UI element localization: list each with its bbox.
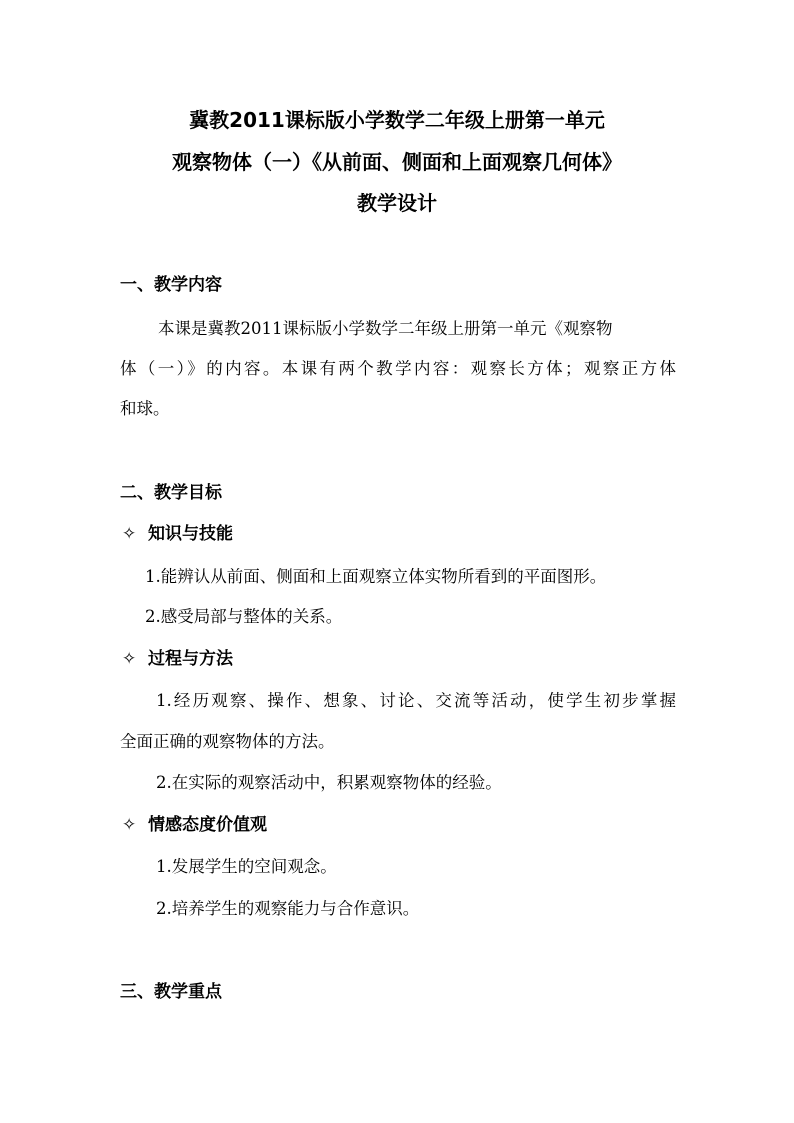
document-title-line-1: 冀教2011课标版小学数学二年级上册第一单元: [189, 108, 605, 132]
knowledge-item-1: 1.能辨认从前面、侧面和上面观察立体实物所看到的平面图形。: [145, 567, 607, 586]
process-item-2: 2.在实际的观察活动中，积累观察物体的经验。: [156, 773, 502, 792]
subheading-knowledge: [122, 523, 233, 545]
emotion-item-2: 2.培养学生的观察能力与合作意识。: [156, 899, 420, 918]
section-heading-content: 一、教学内容: [120, 275, 222, 295]
process-item-1-line-2: 全面正确的观察物体的方法。: [120, 732, 335, 751]
content-paragraph-line-1: 本课是冀教2011课标版小学数学二年级上册第一单元《观察物: [158, 319, 613, 338]
content-paragraph-line-3: 和球。: [120, 399, 170, 418]
emotion-item-1: 1.发展学生的空间观念。: [156, 857, 337, 876]
diamond-bullet-icon: ✧: [122, 524, 137, 544]
process-item-1-line-1: 1.经历观察、操作、想象、讨论、交流等活动，使学生初步掌握: [156, 691, 676, 710]
subheading-label: 知识与技能: [148, 524, 233, 544]
knowledge-item-2: 2.感受局部与整体的关系。: [145, 607, 343, 626]
subheading-emotion: [122, 814, 267, 836]
content-paragraph-line-2: 体（一）》的内容。本课有两个教学内容：观察长方体；观察正方体: [120, 359, 676, 378]
section-heading-keypoints: 三、教学重点: [120, 982, 222, 1002]
diamond-bullet-icon: ✧: [122, 649, 137, 669]
subheading-process: [122, 648, 233, 670]
document-title-line-3: 教学设计: [357, 191, 437, 215]
subheading-label: 情感态度价值观: [148, 815, 267, 835]
section-heading-goals: 二、教学目标: [120, 483, 222, 503]
subheading-label: 过程与方法: [148, 649, 233, 669]
document-title-line-2: 观察物体（一）《从前面、侧面和上面观察几何体》: [172, 150, 622, 174]
diamond-bullet-icon: ✧: [122, 815, 137, 835]
